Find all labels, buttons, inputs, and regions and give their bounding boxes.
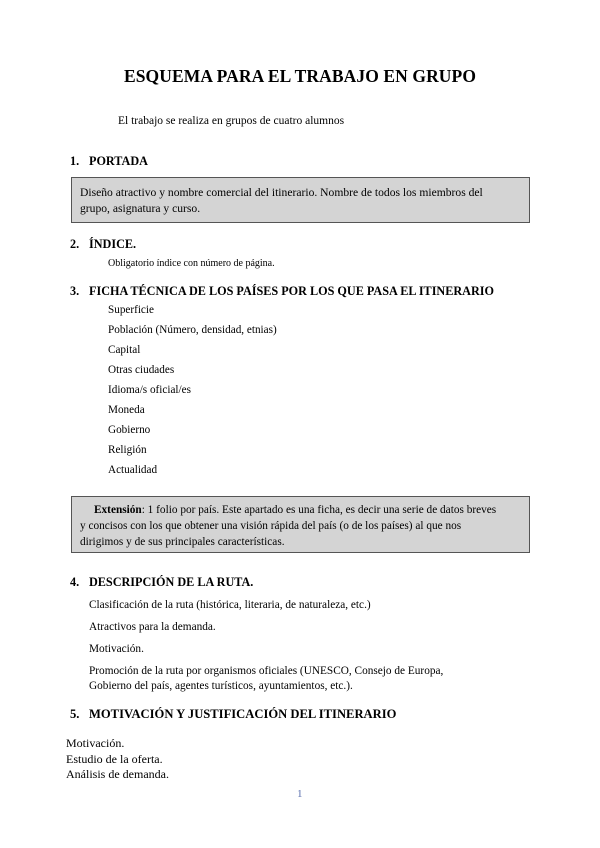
- intro-text: El trabajo se realiza en grupos de cuatro alumnos: [118, 115, 345, 127]
- list-item: Estudio de la oferta.: [66, 751, 163, 766]
- list-item: Motivación.: [66, 736, 125, 750]
- extension-box-line: dirigimos y de sus principales características.: [80, 536, 285, 548]
- page-number: 1: [297, 788, 303, 800]
- list-item: Moneda: [108, 404, 145, 416]
- section-1-heading: [70, 154, 148, 169]
- list-item: Otras ciudades: [108, 364, 175, 376]
- section-title: DESCRIPCIÓN DE LA RUTA.: [89, 575, 254, 589]
- ruta-item: Atractivos para la demanda.: [89, 621, 216, 633]
- section-number: 5.: [70, 707, 80, 721]
- list-item: Actualidad: [108, 464, 158, 476]
- ruta-item: Clasificación de la ruta (histórica, literaria, de naturaleza, etc.): [89, 599, 371, 611]
- list-item: Gobierno: [108, 424, 151, 436]
- page-title: ESQUEMA PARA EL TRABAJO EN GRUPO: [123, 66, 477, 86]
- portada-box: [71, 177, 530, 223]
- ruta-item: [89, 664, 443, 694]
- list-item: Capital: [108, 344, 141, 356]
- section-4-heading: [70, 575, 253, 590]
- extension-box-line: y concisos con los que obtener una visión rápida del país (o de los países) al que nos: [80, 520, 462, 532]
- extension-box-line: : 1 folio por país. Este apartado es una ficha, es decir una serie de datos breves: [141, 504, 497, 516]
- list-item: Análisis de demanda.: [66, 767, 169, 781]
- section-number: 2.: [70, 237, 80, 251]
- ruta-item: Motivación.: [89, 643, 144, 655]
- section-title: ÍNDICE.: [89, 237, 137, 251]
- ruta-item-line: Promoción de la ruta por organismos oficiales (UNESCO, Consejo de Europa,: [89, 665, 444, 677]
- extension-box: [71, 496, 530, 553]
- section-2-heading: [70, 237, 136, 252]
- section-title: PORTADA: [89, 154, 148, 168]
- section-5-heading: [70, 707, 396, 722]
- list-item: Religión: [108, 444, 147, 456]
- section-number: 3.: [70, 284, 80, 298]
- section-title: MOTIVACIÓN Y JUSTIFICACIÓN DEL ITINERARIO: [89, 707, 397, 721]
- section-title: FICHA TÉCNICA DE LOS PAÍSES POR LOS QUE PASA EL ITINERARIO: [89, 284, 494, 298]
- ruta-item-line: Gobierno del país, agentes turísticos, ayuntamientos, etc.).: [89, 680, 353, 692]
- extension-label: Extensión: [94, 504, 142, 516]
- portada-box-line: Diseño atractivo y nombre comercial del itinerario. Nombre de todos los miembros del: [80, 186, 483, 199]
- indice-note: Obligatorio índice con número de página.: [108, 258, 275, 269]
- section-number: 1.: [70, 154, 80, 168]
- list-item: Idioma/s oficial/es: [108, 384, 191, 396]
- motivacion-list: [66, 736, 169, 783]
- section-number: 4.: [70, 575, 80, 589]
- list-item: Población (Número, densidad, etnias): [108, 324, 277, 336]
- list-item: Superficie: [108, 304, 154, 316]
- portada-box-line: grupo, asignatura y curso.: [80, 202, 201, 215]
- section-3-heading: [70, 284, 494, 299]
